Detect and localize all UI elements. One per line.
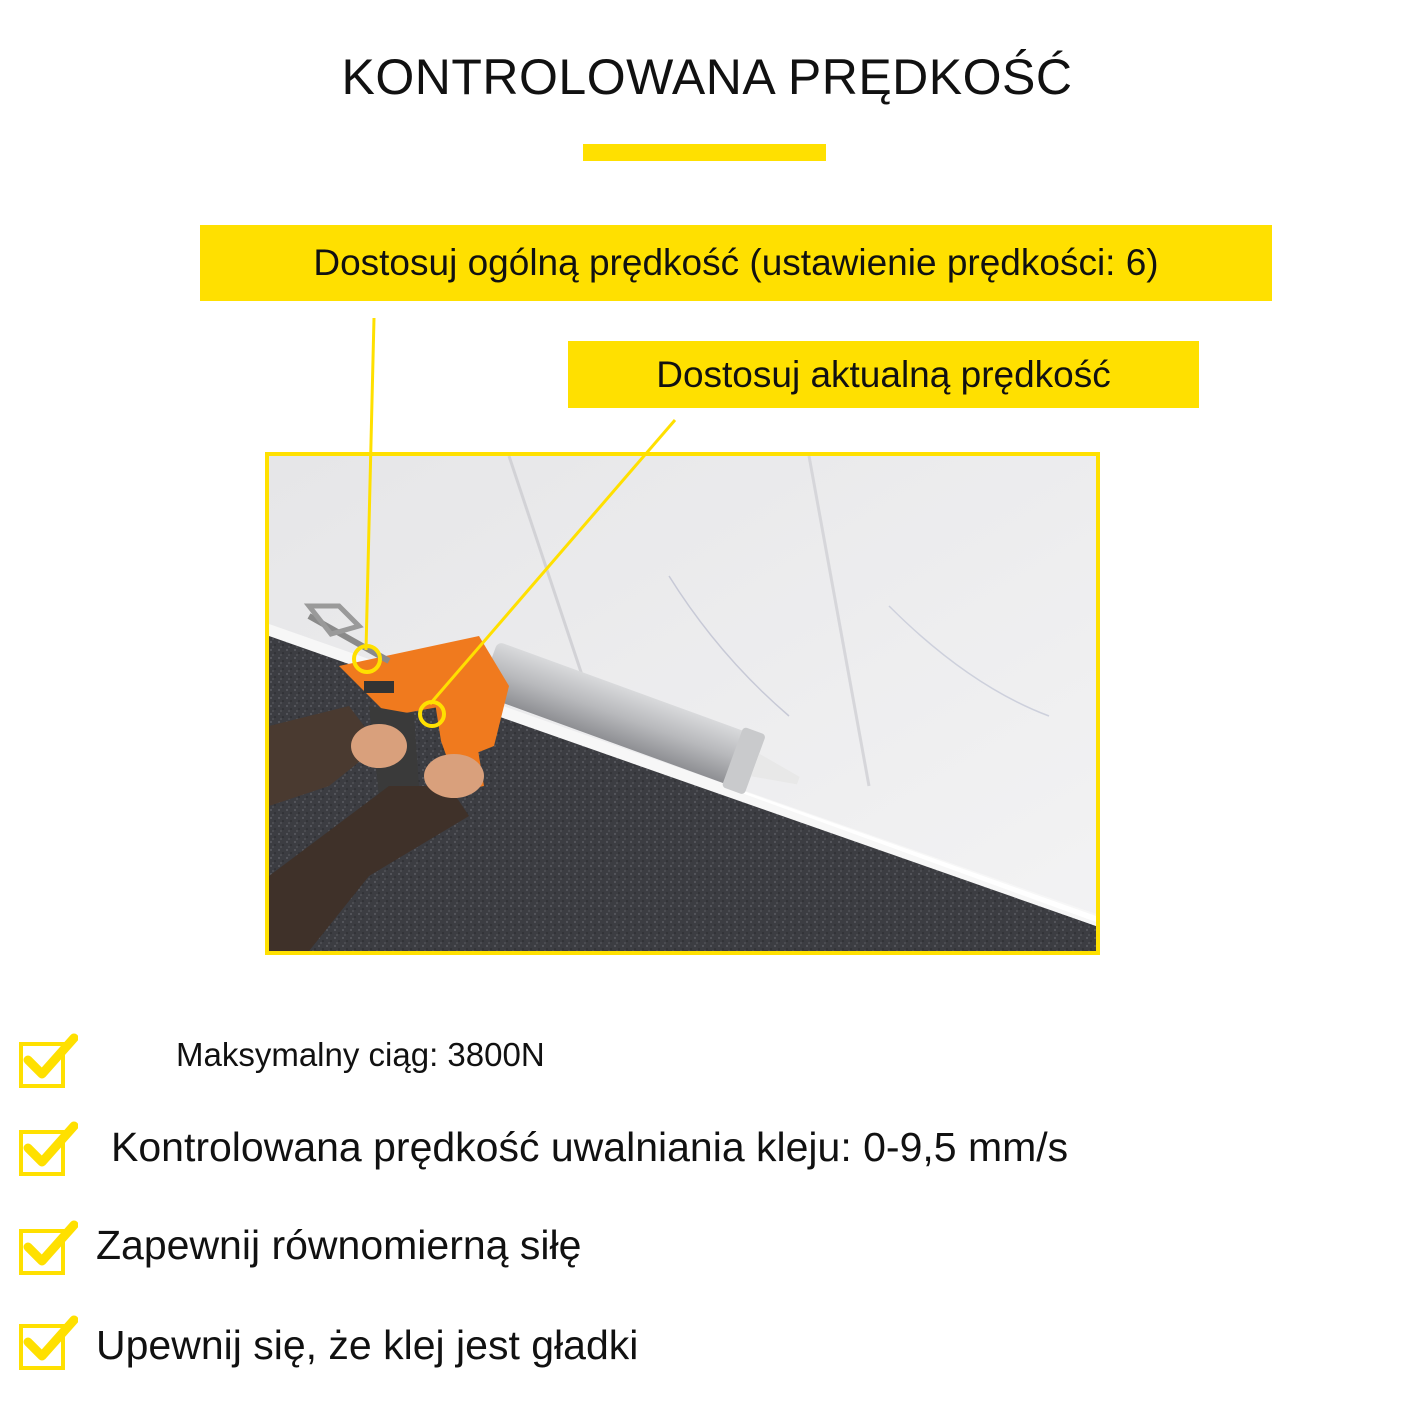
callout-current-speed-label: Dostosuj aktualną prędkość [656,353,1111,395]
callout-overall-speed-label: Dostosuj ogólną prędkość (ustawienie prędkości: 6) [313,242,1159,283]
caulking-gun-illustration [269,456,1096,951]
feature-max-thrust: Maksymalny ciąg: 3800N [176,1036,545,1073]
checkmark-icon [18,1312,78,1372]
title-underline [583,144,826,161]
page-title: KONTROLOWANA PRĘDKOŚĆ [341,49,1073,105]
checkmark-icon [18,1217,78,1277]
feature-smooth-glue: Upewnij się, że klej jest gładki [96,1322,639,1368]
checkmark-icon [18,1118,78,1178]
feature-even-force: Zapewnij równomierną siłę [96,1222,582,1268]
callout-overall-speed [200,225,1272,301]
feature-controlled-speed: Kontrolowana prędkość uwalniania kleju: 0-9,5 mm/s [111,1124,1069,1170]
product-photo [265,452,1100,955]
checkmark-icon [18,1030,78,1090]
callout-current-speed [568,341,1199,408]
